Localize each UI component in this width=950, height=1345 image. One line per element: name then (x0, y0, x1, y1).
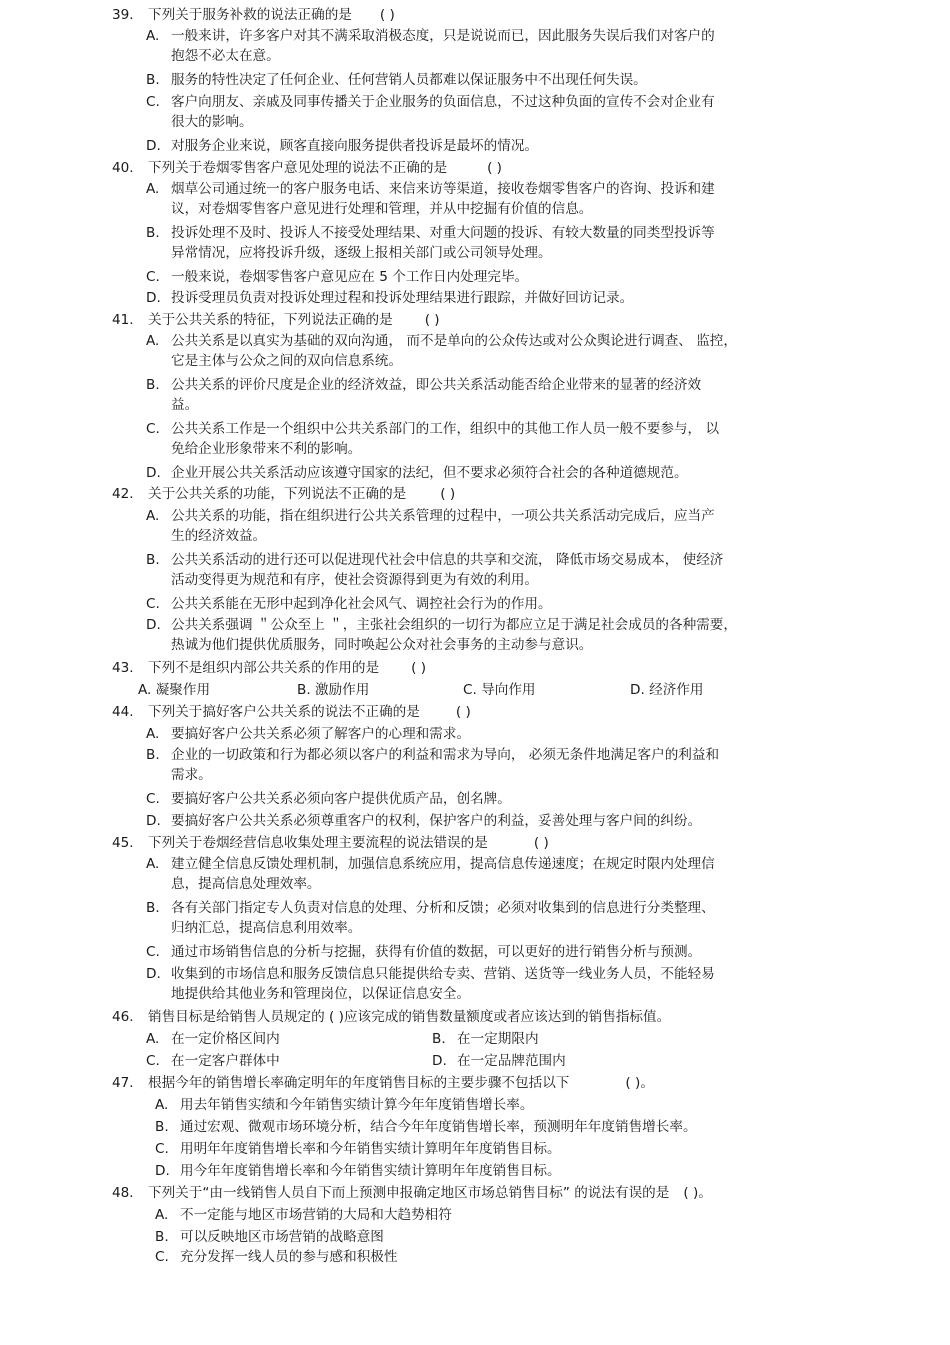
option-letter: A. (155, 1097, 169, 1113)
option-text: 导向作用 (481, 682, 536, 698)
option-text: 投诉处理不及时、投诉人不接受处理结果、对重大问题的投诉、有较大数量的同类型投诉等 (171, 225, 715, 241)
option-40-c (146, 268, 528, 286)
answer-parenthesis: ( ) (455, 704, 471, 720)
answer-parenthesis: ( ) (379, 7, 395, 23)
question-number: 45. (112, 835, 134, 851)
answer-parenthesis: ( ) (411, 660, 427, 676)
option-text: 一般来说，卷烟零售客户意见应在 5 个工作日内处理完毕。 (171, 269, 529, 285)
option-41-a-cont: 它是主体与公众之间的双向信息系统。 (171, 353, 403, 369)
option-46-d (432, 1052, 566, 1070)
question-43 (112, 659, 426, 677)
option-41-b (146, 376, 701, 394)
question-text: 关于公共关系的特征，下列说法正确的是 (148, 312, 393, 328)
option-42-a (146, 507, 715, 525)
option-40-a-cont: 议，对卷烟零售客户意见进行处理和管理，并从中挖掘有价值的信息。 (171, 201, 593, 217)
option-45-d-cont: 地提供给其他业务和管理岗位，以保证信息安全。 (171, 986, 471, 1002)
option-46-a (146, 1030, 280, 1048)
question-text: 下列不是组织内部公共关系的作用的是 (148, 660, 380, 676)
question-number: 40. (112, 160, 134, 176)
option-43-d (630, 681, 704, 699)
option-40-a (146, 180, 715, 198)
option-39-a (146, 27, 715, 45)
option-42-c (146, 595, 552, 613)
question-text: 根据今年的销售增长率确定明年的年度销售目标的主要步骤不包括以下 (148, 1075, 570, 1091)
option-44-c (146, 790, 511, 808)
option-text: 对服务企业来说，顾客直接向服务提供者投诉是最坏的情况。 (171, 138, 539, 154)
option-text: 各有关部门指定专人负责对信息的处理、分析和反馈；必须对收集到的信息进行分类整理、 (171, 900, 715, 916)
option-letter: C. (146, 269, 160, 285)
option-45-a (146, 855, 715, 873)
option-letter: D. (146, 813, 161, 829)
option-text: 在一定期限内 (457, 1031, 539, 1047)
question-number: 44. (112, 704, 134, 720)
option-letter: B. (155, 1119, 169, 1135)
option-text: 公共关系能在无形中起到净化社会风气、调控社会行为的作用。 (171, 596, 552, 612)
option-41-b-cont: 益。 (171, 397, 199, 413)
option-text: 企业的一切政策和行为都必须以客户的利益和需求为导向， 必须无条件地满足客户的利益和 (171, 747, 720, 763)
option-letter: C. (155, 1141, 169, 1157)
option-47-d (155, 1162, 561, 1180)
question-42 (112, 485, 455, 503)
option-text: 充分发挥一线人员的参与感和积极性 (180, 1249, 398, 1265)
option-text: 激励作用 (314, 682, 370, 698)
option-43-a (138, 681, 210, 699)
answer-parenthesis: ( )。 (625, 1075, 654, 1091)
option-letter: C. (146, 596, 160, 612)
option-text: 在一定客户群体中 (171, 1053, 280, 1069)
option-letter: A. (146, 726, 160, 742)
option-letter: C. (463, 682, 477, 698)
option-text: 客户向朋友、亲戚及同事传播关于企业服务的负面信息，不过这种负面的宣传不会对企业有 (171, 94, 715, 110)
answer-parenthesis: ( ) (487, 160, 502, 176)
option-42-b (146, 551, 723, 569)
option-45-c (146, 943, 701, 961)
question-number: 43. (112, 660, 134, 676)
question-number: 46. (112, 1009, 134, 1025)
option-43-c (463, 681, 536, 699)
option-letter: D. (146, 966, 161, 982)
option-letter: B. (146, 747, 160, 763)
question-48 (112, 1184, 712, 1202)
question-text: 下列关于卷烟零售客户意见处理的说法不正确的是 (148, 160, 448, 176)
option-text: 烟草公司通过统一的客户服务电话、来信来访等渠道，接收卷烟零售客户的咨询、投诉和建 (171, 181, 715, 197)
option-letter: C. (146, 791, 160, 807)
question-number: 41. (112, 312, 134, 328)
option-44-a (146, 725, 470, 743)
option-text: 用今年年度销售增长率和今年销售实绩计算明年年度销售目标。 (180, 1163, 561, 1179)
answer-parenthesis: ( ) (533, 835, 549, 851)
question-number: 39. (112, 7, 134, 23)
option-45-a-cont: 息，提高信息处理效率。 (171, 876, 321, 892)
question-text: 下列关于“由一线销售人员自下而上预测申报确定地区市场总销售目标” 的说法有误的是 (148, 1185, 670, 1201)
option-39-c (146, 93, 715, 111)
question-44 (112, 703, 471, 721)
option-letter: A. (155, 1207, 169, 1223)
option-text: 不一定能与地区市场营销的大局和大趋势相符 (180, 1207, 452, 1223)
option-letter: A. (138, 682, 152, 698)
option-text: 公共关系工作是一个组织中公共关系部门的工作，组织中的其他工作人员一般不要参与， 以 (171, 421, 720, 437)
option-48-c (155, 1248, 398, 1266)
option-letter: A. (146, 508, 160, 524)
option-text: 收集到的市场信息和服务反馈信息只能提供给专卖、营销、送货等一线业务人员，不能轻易 (171, 966, 715, 982)
option-text: 经济作用 (649, 682, 704, 698)
option-text: 用明年年度销售增长率和今年销售实绩计算明年年度销售目标。 (180, 1141, 561, 1157)
option-39-b (146, 71, 647, 89)
option-text: 要搞好客户公共关系必须向客户提供优质产品，创名牌。 (171, 791, 511, 807)
option-43-b (297, 681, 369, 699)
option-letter: A. (146, 1031, 160, 1047)
option-44-b (146, 746, 719, 764)
option-41-c-cont: 免给企业形象带来不利的影响。 (171, 441, 362, 457)
option-41-d (146, 464, 688, 482)
option-text: 在一定价格区间内 (171, 1031, 280, 1047)
option-45-d (146, 965, 715, 983)
option-44-b-cont: 需求。 (171, 767, 212, 783)
option-letter: D. (146, 465, 161, 481)
option-42-d (146, 616, 737, 634)
question-text: 下列关于搞好客户公共关系的说法不正确的是 (148, 704, 420, 720)
question-number: 48. (112, 1185, 134, 1201)
option-47-b (155, 1118, 697, 1136)
option-40-b (146, 224, 715, 242)
question-40 (112, 159, 502, 177)
option-text: 在一定品牌范围内 (457, 1053, 566, 1069)
option-text: 公共关系是以真实为基础的双向沟通， 而不是单向的公众传达或对公众舆论进行调查、 监控， (171, 333, 737, 349)
option-letter: B. (146, 900, 160, 916)
question-41 (112, 311, 440, 329)
question-text: 销售目标是给销售人员规定的 ( )应该完成的销售数量额度或者应该达到的销售指标值。 (148, 1009, 671, 1025)
question-45 (112, 834, 549, 852)
option-letter: D. (146, 290, 161, 306)
option-letter: B. (146, 225, 160, 241)
option-text: 公共关系强调 ＂公众至上 ＂，主张社会组织的一切行为都应立足于满足社会成员的各种需要， (171, 617, 737, 633)
option-text: 公共关系的功能，指在组织进行公共关系管理的过程中，一项公共关系活动完成后，应当产 (171, 508, 715, 524)
answer-parenthesis: ( )。 (683, 1185, 712, 1201)
option-40-b-cont: 异常情况，应将投诉升级，逐级上报相关部门或公司领导处理。 (171, 245, 552, 261)
option-letter: C. (146, 1053, 160, 1069)
option-text: 服务的特性决定了任何企业、任何营销人员都难以保证服务中不出现任何失误。 (171, 72, 647, 88)
option-39-c-cont: 很大的影响。 (171, 114, 253, 130)
option-letter: A. (146, 181, 160, 197)
option-46-c (146, 1052, 280, 1070)
option-letter: A. (146, 856, 160, 872)
option-letter: D. (146, 617, 161, 633)
question-39 (112, 6, 395, 24)
option-letter: A. (146, 28, 160, 44)
option-47-a (155, 1096, 533, 1114)
option-letter: C. (146, 421, 160, 437)
option-letter: B. (146, 72, 160, 88)
option-letter: C. (146, 94, 160, 110)
option-text: 通过宏观、微观市场环境分析，结合今年年度销售增长率，预测明年年度销售增长率。 (180, 1119, 697, 1135)
option-text: 可以反映地区市场营销的战略意图 (180, 1229, 384, 1245)
option-text: 企业开展公共关系活动应该遵守国家的法纪，但不要求必须符合社会的各种道德规范。 (171, 465, 688, 481)
option-48-a (155, 1206, 452, 1224)
option-44-d (146, 812, 701, 830)
question-text: 关于公共关系的功能，下列说法不正确的是 (148, 486, 407, 502)
option-45-b-cont: 归纳汇总，提高信息利用效率。 (171, 920, 362, 936)
question-number: 47. (112, 1075, 134, 1091)
option-letter: B. (432, 1031, 446, 1047)
option-48-b (155, 1228, 384, 1246)
option-text: 投诉受理员负责对投诉处理过程和投诉处理结果进行跟踪，并做好回访记录。 (171, 290, 634, 306)
option-42-b-cont: 活动变得更为规范和有序，使社会资源得到更为有效的利用。 (171, 572, 539, 588)
option-letter: B. (297, 682, 311, 698)
option-47-c (155, 1140, 561, 1158)
option-letter: C. (146, 944, 160, 960)
option-letter: C. (155, 1249, 169, 1265)
option-39-d (146, 137, 538, 155)
option-text: 凝聚作用 (155, 682, 211, 698)
option-letter: D. (432, 1053, 447, 1069)
option-42-a-cont: 生的经济效益。 (171, 528, 267, 544)
question-text: 下列关于服务补救的说法正确的是 (148, 7, 352, 23)
option-text: 要搞好客户公共关系必须尊重客户的权利，保护客户的利益，妥善处理与客户间的纠纷。 (171, 813, 702, 829)
option-text: 公共关系活动的进行还可以促进现代社会中信息的共享和交流， 降低市场交易成本， 使经济 (171, 552, 724, 568)
question-46 (112, 1008, 670, 1026)
option-letter: D. (146, 138, 161, 154)
question-number: 42. (112, 486, 134, 502)
option-letter: B. (155, 1229, 169, 1245)
option-39-a-cont: 抱怨不必太在意。 (171, 48, 280, 64)
option-45-b (146, 899, 715, 917)
option-text: 用去年销售实绩和今年销售实绩计算今年年度销售增长率。 (180, 1097, 534, 1113)
option-41-c (146, 420, 719, 438)
option-letter: D. (630, 682, 645, 698)
option-text: 公共关系的评价尺度是企业的经济效益，即公共关系活动能否给企业带来的显著的经济效 (171, 377, 702, 393)
option-text: 要搞好客户公共关系必须了解客户的心理和需求。 (171, 726, 471, 742)
option-letter: A. (146, 333, 160, 349)
option-letter: D. (155, 1163, 170, 1179)
question-47 (112, 1074, 654, 1092)
option-text: 建立健全信息反馈处理机制，加强信息系统应用，提高信息传递速度；在规定时限内处理信 (171, 856, 715, 872)
question-text: 下列关于卷烟经营信息收集处理主要流程的说法错误的是 (148, 835, 488, 851)
option-text: 一般来讲，许多客户对其不满采取消极态度，只是说说而已，因此服务失误后我们对客户的 (171, 28, 715, 44)
option-46-b (432, 1030, 539, 1048)
option-letter: B. (146, 377, 160, 393)
option-letter: B. (146, 552, 160, 568)
option-42-d-cont: 热诚为他们提供优质服务，同时唤起公众对社会事务的主动参与意识。 (171, 637, 593, 653)
answer-parenthesis: ( ) (440, 486, 456, 502)
option-text: 通过市场销售信息的分析与挖掘，获得有价值的数据，可以更好的进行销售分析与预测。 (171, 944, 702, 960)
answer-parenthesis: ( ) (424, 312, 440, 328)
option-41-a (146, 332, 737, 350)
option-40-d (146, 289, 633, 307)
